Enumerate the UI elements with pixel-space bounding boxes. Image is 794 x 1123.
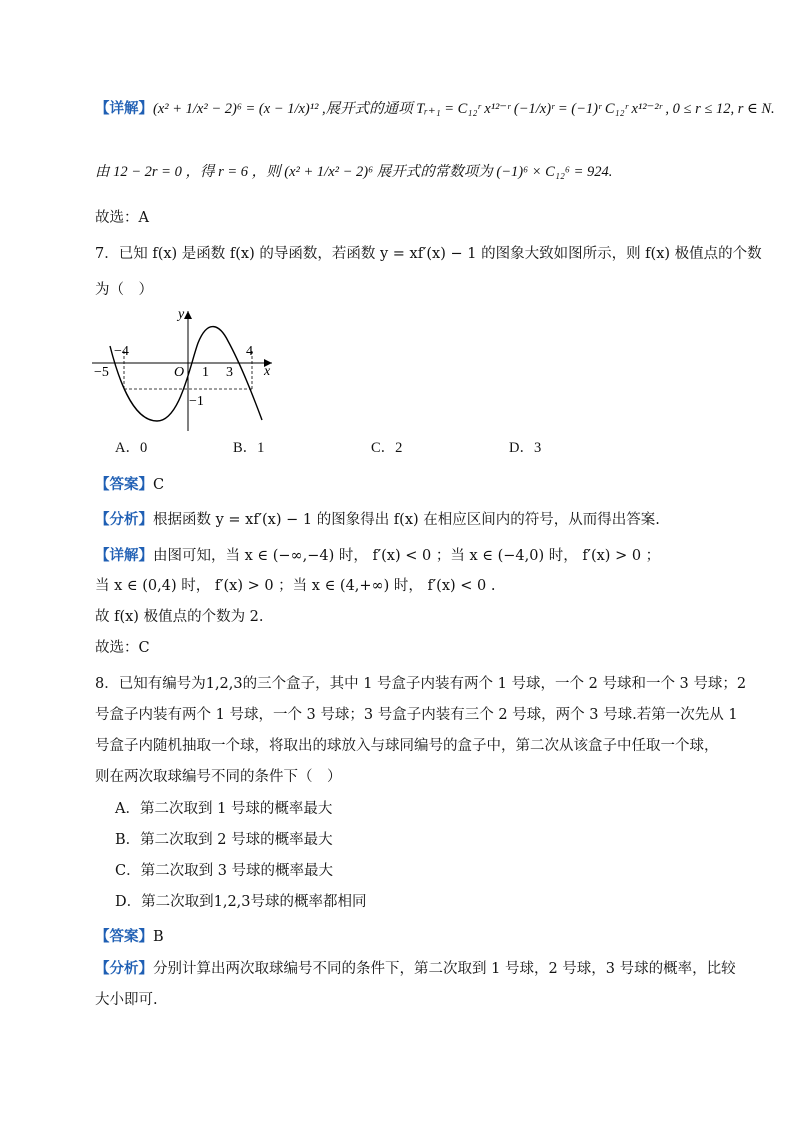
x-axis-label: x (264, 364, 271, 379)
q7-option-a[interactable]: A．0 (115, 440, 148, 456)
q7-stem-line-1: 7．已知 f(x) 是函数 f(x) 的导函数，若函数 y = xf′(x) − 1 的图象大致如图所示，则 f(x) 极值点的个数 (95, 246, 762, 262)
detail-tag: 【详解】 (95, 548, 153, 564)
origin-label: O (174, 365, 185, 380)
q7-detail-line-3: 故 f(x) 极值点的个数为 2. (95, 609, 264, 625)
q7-answer (95, 474, 164, 496)
answer-value: C (153, 477, 165, 493)
q7-conclusion: 故选：C (95, 640, 150, 656)
answer-value: B (153, 929, 164, 945)
q8-option-c[interactable]: C．第二次取到 3 号球的概率最大 (115, 863, 334, 879)
q8-answer (95, 926, 164, 948)
q8-option-d[interactable]: D．第二次取到1,2,3号球的概率都相同 (115, 894, 367, 910)
q7-detail-line-2: 当 x ∈ (0,4) 时， f′(x) > 0 ；当 x ∈ (4,+∞) 时， f′(x) < 0 . (95, 578, 496, 594)
tick-label: −4 (114, 344, 129, 359)
q7-analysis (95, 509, 660, 531)
q8-stem-line-2: 号盒子内装有两个 1 号球，一个 3 号球；3 号盒子内装有三个 2 号球，两个 3 号球.若第一次先从 1 (95, 707, 738, 723)
detail-tag: 【详解】 (95, 101, 153, 117)
detail-line-1 (95, 98, 775, 120)
q7-detail-line-1 (95, 545, 660, 567)
detail-text: 由图可知，当 x ∈ (−∞,−4) 时， f′(x) < 0 ；当 x ∈ (−4,0) 时， f′(x) > 0 ； (153, 548, 661, 564)
q8-stem-line-3: 号盒子内随机抽取一个球，将取出的球放入与球同编号的盒子中，第二次从该盒子中任取一个球， (95, 738, 719, 754)
q8-stem-line-4: 则在两次取球编号不同的条件下（ ） (95, 769, 342, 785)
constant-term-text: 由 12 − 2r = 0 ，得 r = 6 ，则 (x² + 1/x² − 2)⁶ 展开式的常数项为 (−1)⁶ × C₁₂⁶ = 924. (95, 164, 613, 180)
tick-label: 4 (246, 344, 253, 359)
analysis-tag: 【分析】 (95, 512, 153, 528)
q7-stem-line-2: 为（ ） (95, 282, 153, 298)
expansion-formula: (x² + 1/x² − 2)⁶ = (x − 1/x)¹² ,展开式的通项 Tᵣ₊₁ = C₁₂ʳ x¹²⁻ʳ (−1/x)ʳ = (−1)ʳ C₁₂ʳ x¹²⁻²ʳ , 0 ≤ r ≤ 12, r ∈ N. (153, 101, 775, 117)
q7-option-b[interactable]: B．1 (233, 440, 265, 456)
q8-analysis-line-2: 大小即可. (95, 992, 158, 1008)
q8-stem-line-1: 8．已知有编号为1,2,3的三个盒子，其中 1 号盒子内装有两个 1 号球，一个 2 号球和一个 3 号球；2 (95, 676, 747, 692)
q7-option-d[interactable]: D．3 (509, 440, 542, 456)
q7-options (115, 437, 595, 459)
q8-option-a[interactable]: A．第二次取到 1 号球的概率最大 (115, 801, 333, 817)
analysis-tag: 【分析】 (95, 961, 153, 977)
q7-option-c[interactable]: C．2 (371, 440, 403, 456)
analysis-text: 根据函数 y = xf′(x) − 1 的图象得出 f(x) 在相应区间内的符号，从而得出答案. (153, 512, 660, 528)
tick-label: −5 (94, 365, 109, 380)
q7-graph (92, 303, 292, 433)
analysis-text: 分别计算出两次取球编号不同的条件下，第二次取到 1 号球，2 号球，3 号球的概率，比较 (153, 961, 736, 977)
q8-option-b[interactable]: B．第二次取到 2 号球的概率最大 (115, 832, 333, 848)
detail-conclusion: 故选：A (95, 210, 149, 226)
tick-label: 1 (202, 365, 209, 380)
y-tick-label: −1 (189, 394, 204, 409)
tick-label: 3 (226, 365, 233, 380)
function-curve (110, 327, 262, 421)
answer-tag: 【答案】 (95, 929, 153, 945)
y-axis-arrow-icon (184, 311, 192, 319)
y-axis-label: y (178, 307, 185, 322)
detail-line-2 (95, 161, 612, 183)
q8-analysis-line-1 (95, 958, 736, 980)
answer-tag: 【答案】 (95, 477, 153, 493)
